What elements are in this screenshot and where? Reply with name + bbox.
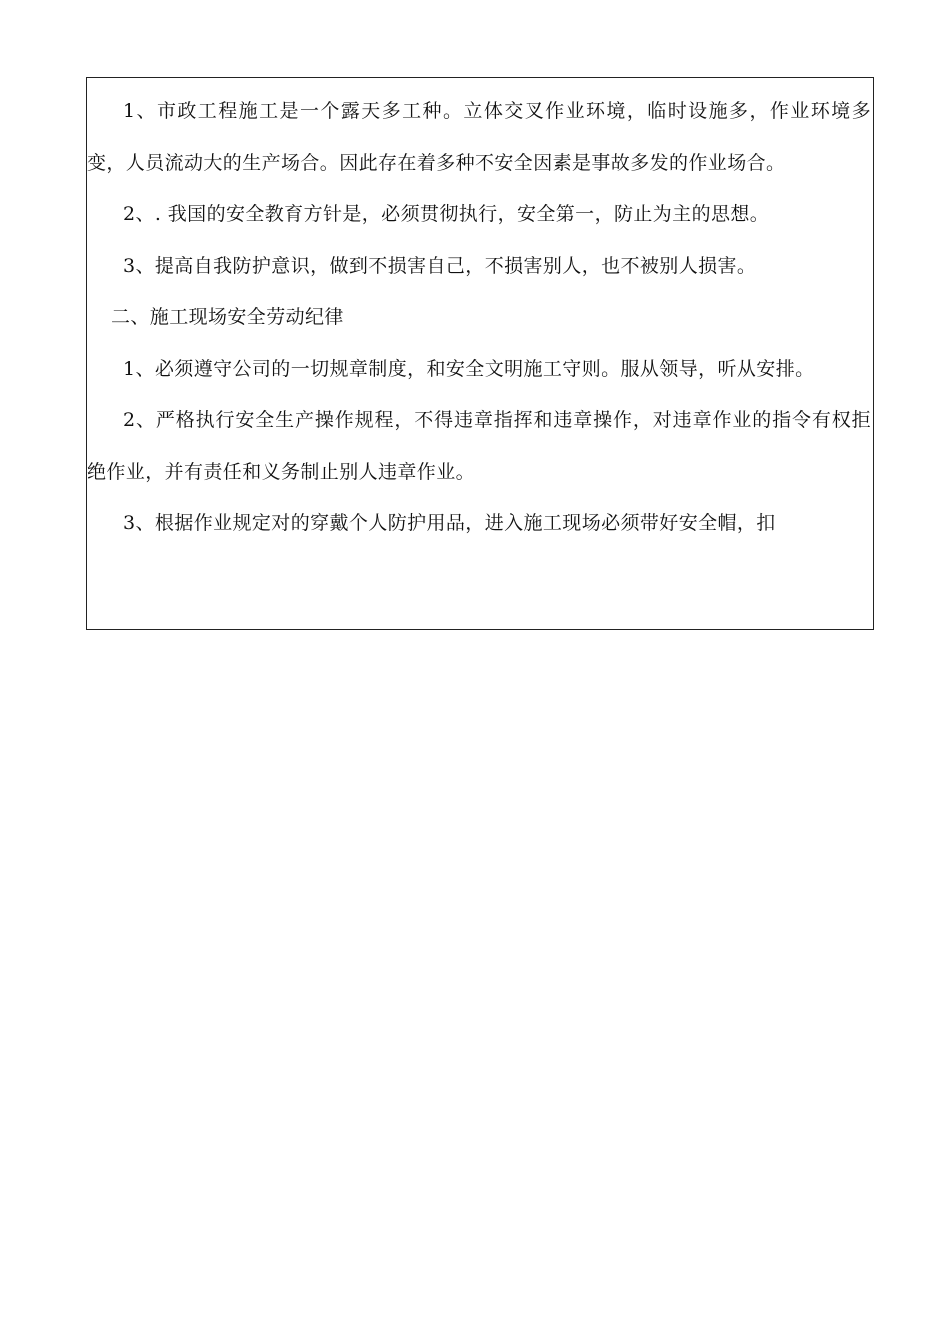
paragraph-item-1-2: 2、. 我国的安全教育方针是，必须贯彻执行，安全第一，防止为主的思想。 xyxy=(123,203,770,225)
document-text-box xyxy=(86,77,874,630)
paragraph-item-2-3: 3、根据作业规定对的穿戴个人防护用品，进入施工现场必须带好安全帽，扣 xyxy=(123,512,776,534)
paragraph-item-2-2: 2、严格执行安全生产操作规程，不得违章指挥和违章操作，对违章作业的指令有权拒绝作业，并有责任和义务制止别人违章作业。 xyxy=(87,409,871,483)
section-heading-2: 二、施工现场安全劳动纪律 xyxy=(111,306,344,328)
document-content xyxy=(87,78,873,550)
paragraph-item-1-1: 1、市政工程施工是一个露天多工种。立体交叉作业环境，临时设施多，作业环境多变，人员流动大的生产场合。因此存在着多种不安全因素是事故多发的作业场合。 xyxy=(87,100,871,174)
paragraph-item-1-3: 3、提高自我防护意识，做到不损害自己，不损害别人，也不被别人损害。 xyxy=(123,254,757,277)
paragraph-item-2-1: 1、必须遵守公司的一切规章制度，和安全文明施工守则。服从领导，听从安排。 xyxy=(123,357,815,380)
